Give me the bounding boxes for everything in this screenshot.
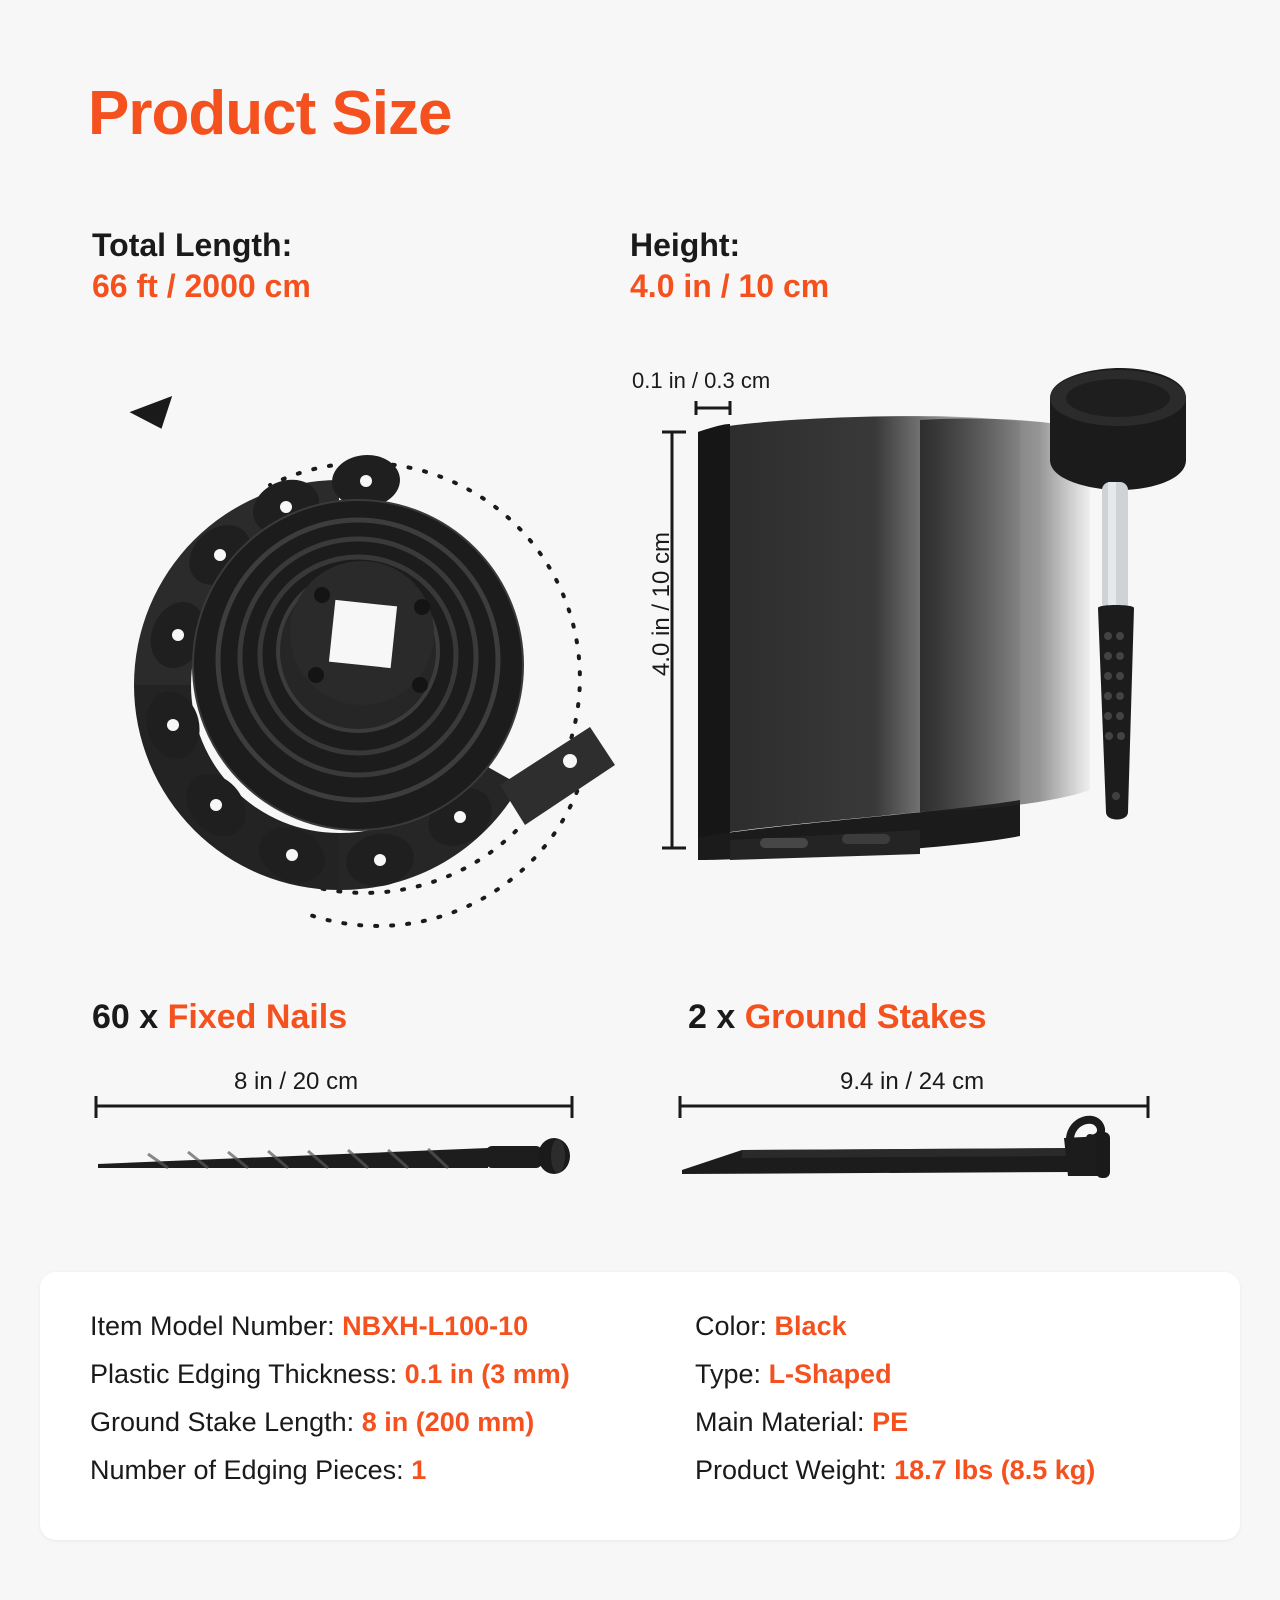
fixed-nails-count: 60 x <box>92 998 159 1036</box>
info-label: Plastic Edging Thickness: <box>90 1359 398 1389</box>
page-title: Product Size <box>88 79 452 148</box>
info-row <box>90 1350 570 1398</box>
spec-height <box>630 225 829 308</box>
fixed-nails-name: Fixed Nails <box>167 998 348 1036</box>
info-label: Number of Edging Pieces: <box>90 1455 404 1485</box>
info-value: PE <box>872 1407 909 1437</box>
spec-height-label: Height: <box>630 227 741 263</box>
info-label: Ground Stake Length: <box>90 1407 355 1437</box>
info-value: 0.1 in (3 mm) <box>404 1359 570 1389</box>
info-value: Black <box>774 1311 847 1341</box>
spec-height-value: 4.0 in / 10 cm <box>630 268 830 304</box>
info-row <box>695 1446 1095 1494</box>
coiled-edging-illustration <box>70 355 630 935</box>
ground-stakes-count: 2 x <box>688 998 736 1036</box>
spec-total-length <box>92 225 311 308</box>
specs-info-card <box>40 1272 1240 1540</box>
info-row <box>695 1302 1095 1350</box>
specs-column-right <box>695 1302 1095 1494</box>
info-value: 8 in (200 mm) <box>361 1407 535 1437</box>
edging-profile-illustration <box>620 360 1240 900</box>
info-label: Type: <box>695 1359 762 1389</box>
info-row <box>90 1398 570 1446</box>
info-value: L-Shaped <box>768 1359 892 1389</box>
spec-total-length-label: Total Length: <box>92 227 293 263</box>
profile-and-mallet-graphic <box>620 360 1240 900</box>
fixed-nail-graphic <box>88 1092 588 1202</box>
info-label: Color: <box>695 1311 768 1341</box>
info-row <box>90 1446 570 1494</box>
info-row <box>695 1398 1095 1446</box>
info-value: 1 <box>411 1455 427 1485</box>
coiled-edging-graphic <box>70 355 630 935</box>
spec-total-length-value: 66 ft / 2000 cm <box>92 268 311 304</box>
fixed-nails-dimension: 8 in / 20 cm <box>234 1068 359 1095</box>
info-value: NBXH-L100-10 <box>342 1311 529 1341</box>
info-label: Main Material: <box>695 1407 865 1437</box>
info-label: Product Weight: <box>695 1455 887 1485</box>
height-dimension-label: 4.0 in / 10 cm <box>648 531 676 677</box>
specs-column-left <box>90 1302 570 1494</box>
thickness-dimension-label: 0.1 in / 0.3 cm <box>632 368 771 393</box>
info-value: 18.7 lbs (8.5 kg) <box>894 1455 1096 1485</box>
ground-stakes-name: Ground Stakes <box>744 998 987 1036</box>
ground-stake-graphic <box>672 1092 1172 1202</box>
info-label: Item Model Number: <box>90 1311 335 1341</box>
info-row <box>695 1350 1095 1398</box>
fixed-nails-heading <box>92 1000 347 1034</box>
ground-stakes-dimension: 9.4 in / 24 cm <box>840 1068 985 1095</box>
info-row <box>90 1302 570 1350</box>
ground-stakes-heading <box>688 1000 987 1034</box>
